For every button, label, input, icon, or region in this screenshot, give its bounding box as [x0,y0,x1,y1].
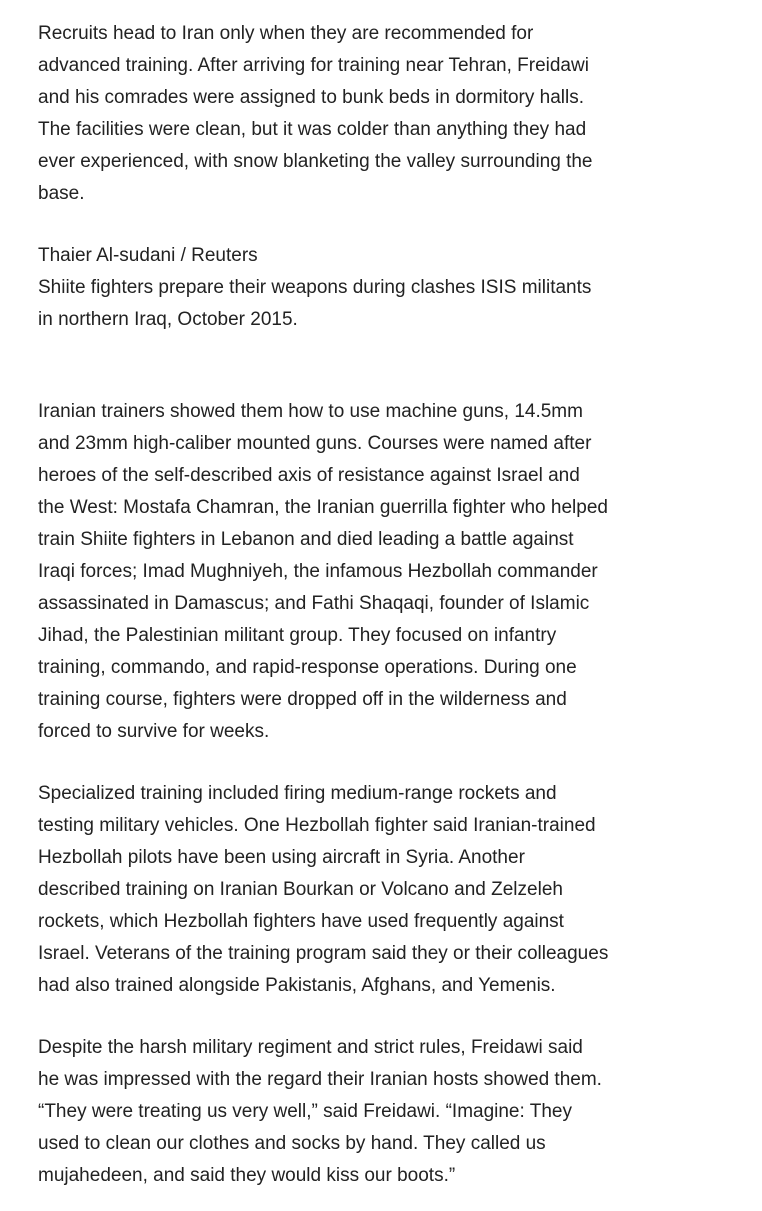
article-paragraph: Recruits head to Iran only when they are recommended for advanced training. After arriving for training near Tehran, Freidawi and his comrades were assigned to bunk beds in dormitory halls. The facilities were clean, but it was colder than anything they had ever experienced, with snow blanketing the valley surrounding the base. [38,23,593,204]
photo-caption-text: Shiite fighters prepare their weapons during clashes ISIS militants in northern Iraq, October 2015. [38,277,592,330]
article-body [38,18,648,1192]
article-paragraph: Specialized training included firing medium-range rockets and testing military vehicles. One Hezbollah fighter said Iranian-trained Hezbollah pilots have been using aircraft in Syria. Another described training on Iranian Bourkan or Volcano and Zelzeleh rockets, which Hezbollah fighters have used frequently against Israel. Veterans of the training program said they or their colleagues had also trained alongside Pakistanis, Afghans, and Yemenis. [38,783,609,996]
photo-credit: Thaier Al-sudani / Reuters [38,245,258,266]
caption-spacer [38,336,648,396]
article-paragraph: Iranian trainers showed them how to use machine guns, 14.5mm and 23mm high-caliber mounted guns. Courses were named after heroes of the self-described axis of resistance against Israel and the West: Mostafa Chamran, the Iranian guerrilla fighter who helped train Shiite fighters in Lebanon and died leading a battle against Iraqi forces; Imad Mughniyeh, the infamous Hezbollah commander assassinated in Damascus; and Fathi Shaqaqi, founder of Islamic Jihad, the Palestinian militant group. They focused on infantry training, commando, and rapid-response operations. During one training course, fighters were dropped off in the wilderness and forced to survive for weeks. [38,401,608,742]
paragraph-spacer [38,1002,648,1032]
article-paragraph: Despite the harsh military regiment and strict rules, Freidawi said he was impressed with the regard their Iranian hosts showed them. “They were treating us very well,” said Freidawi. “Imagine: They used to clean our clothes and socks by hand. They called us mujahedeen, and said they would kiss our boots.” [38,1037,602,1186]
paragraph-spacer [38,210,648,240]
photo-caption [38,240,648,336]
paragraph-spacer [38,748,648,778]
